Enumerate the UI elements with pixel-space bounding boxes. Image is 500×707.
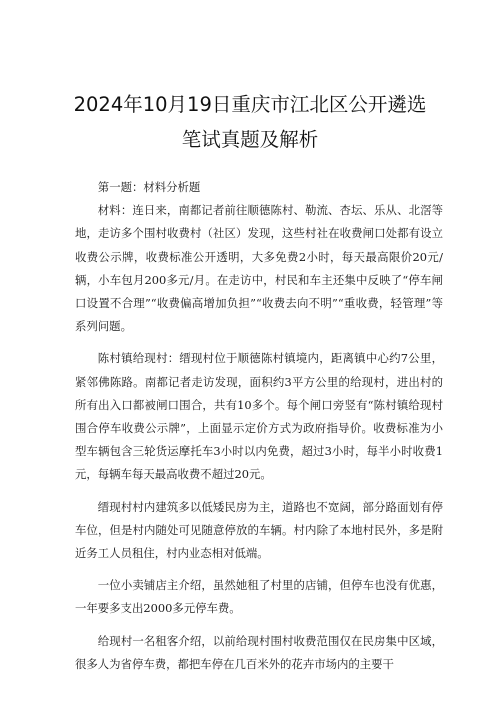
document-body (75, 176, 443, 676)
paragraph-village-description: 缙现村村内建筑多以低矮民房为主，道路也不宽阔，部分路面划有停车位，但是村内随处可见随意停放的车辆。村内除了本地村民外，多是附近务工人员租住，村内业态相对低端。 (75, 499, 443, 561)
paragraph-material-intro: 材料：连日来，南都记者前往顺德陈村、勒流、杏坛、乐从、北滘等地，走访多个围村收费村（社区）发现，这些村社在收费闸口处都有设立收费公示牌，收费标准公开透明，大多免费2小时，每天最高限价20元/辆，小车包月200多元/月。在走访中，村民和车主还集中反映了“停车闸口设置不合理”“收费偏高增加负担”“收费去向不明”“重收费，轻管理”等系列问题。 (75, 203, 443, 334)
document-title-line1: 2024年10月19日重庆市江北区公开遴选 (73, 93, 427, 116)
document-title-line2: 笔试真题及解析 (181, 128, 319, 151)
paragraph-shop-owner: 一位小卖铺店主介绍，虽然她租了村里的店铺，但停车也没有优惠，一年要多支出2000多元停车费。 (75, 578, 443, 616)
question-heading: 第一题：材料分析题 (97, 180, 201, 194)
paragraph-tenant: 给现村一名租客介绍，以前给现村围村收费范围仅在民房集中区域，很多人为省停车费，都把车停在几百米外的花卉市场内的主要干 (75, 633, 443, 671)
paragraph-village-case: 陈村镇给现村：缙现村位于顺德陈村镇境内，距离镇中心约7公里，紧邻佛陈路。南都记者走访发现，面积约3平方公里的给现村，进出村的所有出入口都被闸口围合，共有10多个。每个闸口旁竖有“陈村镇给现村围合停车收费公示牌”，上面显示定价方式为政府指导价。收费标准为小型车辆包含三轮货运摩托车3小时以内免费，超过3小时，每半小时收费1元，每辆车每天最高收费不超过20元。 (75, 351, 443, 482)
